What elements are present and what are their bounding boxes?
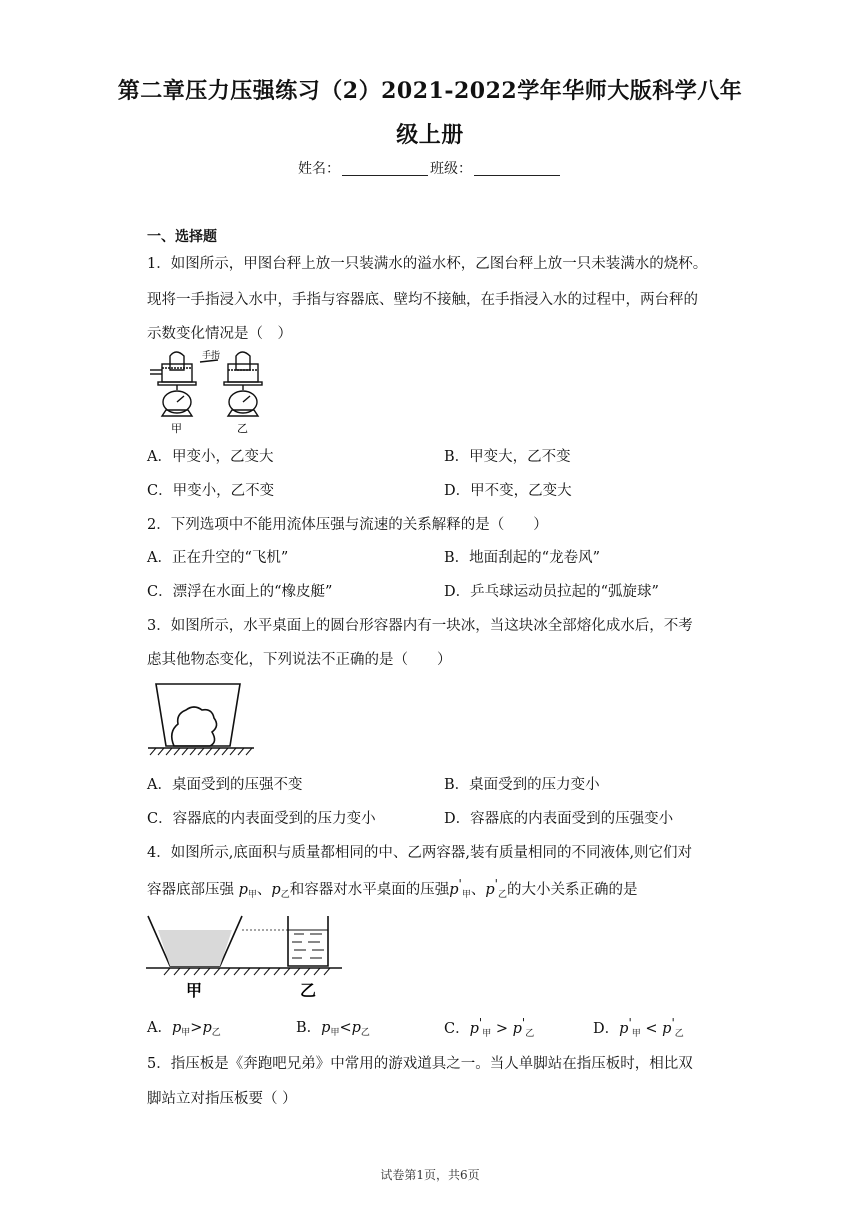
- p-symbol: p: [171, 1020, 182, 1036]
- q4-fig-label-b: 乙: [300, 981, 317, 1000]
- q4-option-a[interactable]: [147, 1016, 221, 1038]
- q3-option-a[interactable]: A．桌面受到的压强不变: [147, 777, 303, 793]
- q1-fig-label-a: 甲: [171, 422, 182, 435]
- q3-text-1: 3．如图所示，水平桌面上的圆台形容器内有一块冰，当这块冰全部熔化成水后，不考: [147, 618, 693, 634]
- prime-mark: ': [671, 1016, 675, 1030]
- operator: <: [645, 1020, 658, 1037]
- q1-fig-label-b: 乙: [237, 422, 248, 435]
- sub-jia: 甲: [181, 1028, 191, 1038]
- q5-text-1: 5．指压板是《奔跑吧兄弟》中常用的游戏道具之一。当人单脚站在指压板时，相比双: [147, 1056, 693, 1072]
- q1-finger-label: 手指: [202, 351, 221, 361]
- sub-yi: 乙: [674, 1028, 684, 1039]
- q3-container-figure: [146, 680, 256, 756]
- q2-option-c[interactable]: C．漂浮在水面上的“橡皮艇”: [147, 584, 333, 600]
- operator: >: [190, 1020, 203, 1036]
- q2-option-a[interactable]: A．正在升空的“飞机”: [147, 550, 289, 566]
- prime-mark: ': [458, 877, 462, 891]
- p-symbol: p: [469, 1020, 479, 1037]
- prime-mark: ': [628, 1016, 632, 1030]
- student-info-row: [0, 158, 860, 178]
- page-footer: 试卷第1页，共6页: [380, 1168, 480, 1182]
- prime-mark: ': [478, 1016, 483, 1030]
- separator: 、: [256, 881, 272, 898]
- q4-option-d[interactable]: [593, 1016, 684, 1039]
- prime-mark: ': [521, 1016, 526, 1030]
- sub-yi: 乙: [525, 1028, 535, 1039]
- q3-text-2: 虑其他物态变化，下列说法不正确的是（ ）: [147, 652, 452, 668]
- q2-text-1: 2．下列选项中不能用流体压强与流速的关系解释的是（ ）: [147, 517, 548, 533]
- q2-option-d[interactable]: D．乒乓球运动员拉起的“弧旋球”: [444, 584, 659, 600]
- page-title-cont: 级上册: [396, 122, 464, 148]
- option-prefix: C．: [444, 1020, 470, 1037]
- p-symbol: p: [271, 881, 281, 898]
- prime-mark: ': [494, 877, 498, 891]
- class-blank[interactable]: [474, 161, 560, 176]
- operator: <: [339, 1020, 352, 1036]
- p-symbol: p: [485, 881, 495, 898]
- q4-text-2b: 和容器对水平桌面的压强: [289, 881, 450, 898]
- q1-option-d[interactable]: D．甲不变，乙变大: [444, 483, 572, 499]
- q1-option-a[interactable]: A．甲变小，乙变大: [147, 449, 274, 465]
- p-symbol: p: [512, 1020, 522, 1037]
- option-prefix: D．: [593, 1020, 620, 1037]
- q4-fig-label-a: 甲: [186, 981, 203, 1000]
- q4-containers-figure: [144, 910, 344, 1002]
- sub-yi: 乙: [360, 1028, 370, 1038]
- q4-option-c[interactable]: [444, 1016, 534, 1039]
- q4-text-2: [147, 877, 638, 900]
- separator: 、: [470, 881, 486, 898]
- q4-text-2c: 的大小关系正确的是: [507, 881, 638, 898]
- sub-jia: 甲: [461, 889, 471, 900]
- p-symbol: p: [662, 1020, 672, 1037]
- p-symbol: p: [351, 1020, 361, 1036]
- q1-text-1: 1．如图所示，甲图台秤上放一只装满水的溢水杯，乙图台秤上放一只未装满水的烧杯。: [147, 256, 708, 272]
- p-symbol: p: [238, 881, 248, 898]
- sub-jia: 甲: [330, 1028, 340, 1038]
- q3-option-d[interactable]: D．容器底的内表面受到的压强变小: [444, 811, 674, 827]
- p-symbol: p: [619, 1020, 629, 1037]
- name-blank[interactable]: [342, 161, 428, 176]
- p-symbol: p: [202, 1020, 212, 1036]
- sub-jia: 甲: [247, 889, 257, 900]
- q1-option-c[interactable]: C．甲变小，乙不变: [147, 483, 275, 499]
- page-title: 第二章压力压强练习（2）2021-2022学年华师大版科学八年: [117, 78, 743, 104]
- q1-text-2: 现将一手指浸入水中，手指与容器底、壁均不接触，在手指浸入水的过程中，两台秤的: [147, 292, 698, 308]
- q1-scale-figure: [144, 346, 274, 436]
- class-label: 班级：: [430, 161, 472, 177]
- q5-text-2: 脚站立对指压板要（ ）: [147, 1091, 297, 1107]
- p-symbol: p: [449, 881, 459, 898]
- sub-yi: 乙: [498, 889, 508, 900]
- operator: >: [495, 1020, 509, 1037]
- q1-text-3: 示数变化情况是（ ）: [147, 326, 292, 342]
- name-label: 姓名：: [298, 161, 340, 177]
- option-prefix: B．: [296, 1020, 322, 1036]
- q4-text-1: 4．如图所示,底面积与质量都相同的中、乙两容器,装有质量相同的不同液体,则它们对: [147, 845, 693, 861]
- sub-yi: 乙: [280, 889, 290, 900]
- q2-option-b[interactable]: B．地面刮起的“龙卷风”: [444, 550, 600, 566]
- sub-jia: 甲: [482, 1028, 492, 1039]
- q3-option-c[interactable]: C．容器底的内表面受到的压力变小: [147, 811, 376, 827]
- p-symbol: p: [321, 1020, 331, 1036]
- q1-option-b[interactable]: B．甲变大，乙不变: [444, 449, 571, 465]
- option-prefix: A．: [147, 1020, 172, 1036]
- sub-yi: 乙: [211, 1028, 221, 1038]
- q3-option-b[interactable]: B．桌面受到的压力变小: [444, 777, 600, 793]
- section-heading: 一、选择题: [147, 229, 217, 245]
- q4-option-b[interactable]: [296, 1016, 370, 1038]
- q4-text-2a: 容器底部压强: [147, 881, 234, 898]
- sub-jia: 甲: [631, 1028, 641, 1039]
